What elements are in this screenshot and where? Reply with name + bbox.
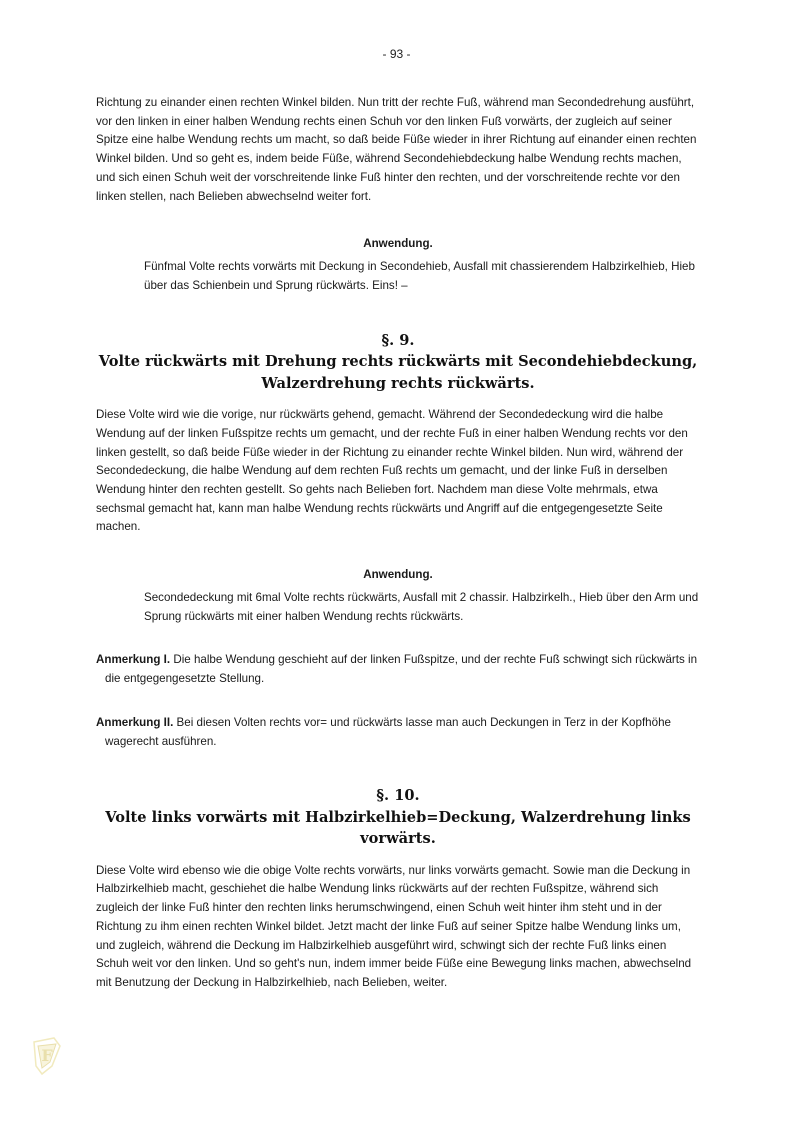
section-number: §. 10.	[376, 787, 420, 805]
page-number: - 93 -	[382, 47, 411, 61]
remark-label: Anmerkung II.	[96, 715, 174, 729]
application-text: Fünfmal Volte rechts vorwärts mit Deckung in Secondehieb, Ausfall mit chassierendem Halbzirkelhieb, Hieb über das Schienbein und Sprung rückwärts. Eins! –	[144, 260, 695, 292]
section-title: Walzerdrehung rechts rückwärts.	[261, 374, 535, 392]
page-content	[96, 94, 700, 993]
fencing-logo-icon	[30, 1036, 64, 1076]
remark-label: Anmerkung I.	[96, 653, 171, 667]
remark	[96, 651, 700, 688]
application-heading: Anwendung.	[363, 568, 433, 582]
section-paragraph: Diese Volte wird ebenso wie die obige Volte rechts vorwärts, nur links vorwärts gemacht. Sowie man die Deckung in Halbzirkelhieb macht, geschiehet die halbe Wendung links rückwärts auf der rechten Fußspitze, während sich zugleich der linke Fuß hinter den rechten links herumschwingend, einen Schuh weit hinter ihm steht und in der Richtung zu ihm einen rechten Winkel bildet. Jetzt macht der linke Fuß auf seiner Spitze halbe Wendung links um, und zugleich, während die Deckung im Halbzirkelhieb ausgeführt wird, schwingt sich der rechte Fuß links einen Schuh weit vor den linken. Und so geht's nun, indem immer beide Füße eine Bewegung links machen, abwechselnd mit Benutzung der Deckung in Halbzirkelhieb, nach Belieben, weiter.	[96, 863, 692, 989]
remark-text: Die halbe Wendung geschieht auf der linken Fußspitze, und der rechte Fuß schwingt sich rückwärts in die entgegengesetzte Stellung.	[105, 653, 698, 686]
section-title: Volte links vorwärts mit Halbzirkelhieb=Deckung, Walzerdrehung links vorwärts.	[105, 808, 691, 848]
section-paragraph: Diese Volte wird wie die vorige, nur rückwärts gehend, gemacht. Während der Secondedeckung wird die halbe Wendung auf der linken Fußspitze rechts um gemacht, und der rechte Fuß in einer halben Wendung rechts vor den linken gestellt, so daß beide Füße wieder in der Richtung zu einander rechte Winkel bilden. Nun wird, während der Secondedeckung, die halbe Wendung auf dem rechten Fuß rechts um gemacht, und der linke Fuß in derselben Wendung hinter den rechten gestellt. So gehts nach Belieben fort. Nachdem man diese Volte mehrmals, etwa sechsmal gemacht hat, kann man halbe Wendung rechts rückwärts und Angriff auf die entgegengesetzte Seite machen.	[96, 408, 688, 534]
section-number: §. 9.	[381, 331, 415, 349]
remark-text: Bei diesen Volten rechts vor= und rückwärts lasse man auch Deckungen in Terz in der Kopfhöhe wagerecht ausführen.	[105, 715, 671, 748]
intro-paragraph: Richtung zu einander einen rechten Winkel bilden. Nun tritt der rechte Fuß, während man Secondedrehung ausführt, vor den linken in einer halben Wendung rechts einen Schuh vor den linken Fuß vorwärts, der zugleich auf seiner Spitze eine halbe Wendung rechts um macht, so daß beide Füße wieder in ihrer Richtung auf einander einen rechten Winkel bilden. Und so geht es, indem beide Füße, während Secondehiebdeckung halbe Wendung rechts machen, und sich einen Schuh weit der vorschreitende linke Fuß hinter den rechten, und der vorschreitende rechte vor den linken stellen, nach Belieben abwechselnd weiter fort.	[96, 96, 697, 203]
section-title: Volte rückwärts mit Drehung rechts rückwärts mit Secondehiebdeckung,	[98, 353, 698, 371]
application-heading: Anwendung.	[363, 237, 433, 251]
logo-letter: F	[41, 1046, 53, 1065]
application-text: Secondedeckung mit 6mal Volte rechts rückwärts, Ausfall mit 2 chassir. Halbzirkelh., Hieb über den Arm und Sprung rückwärts mit einer halben Wendung rechts rückwärts.	[144, 591, 699, 623]
remark	[96, 714, 700, 751]
